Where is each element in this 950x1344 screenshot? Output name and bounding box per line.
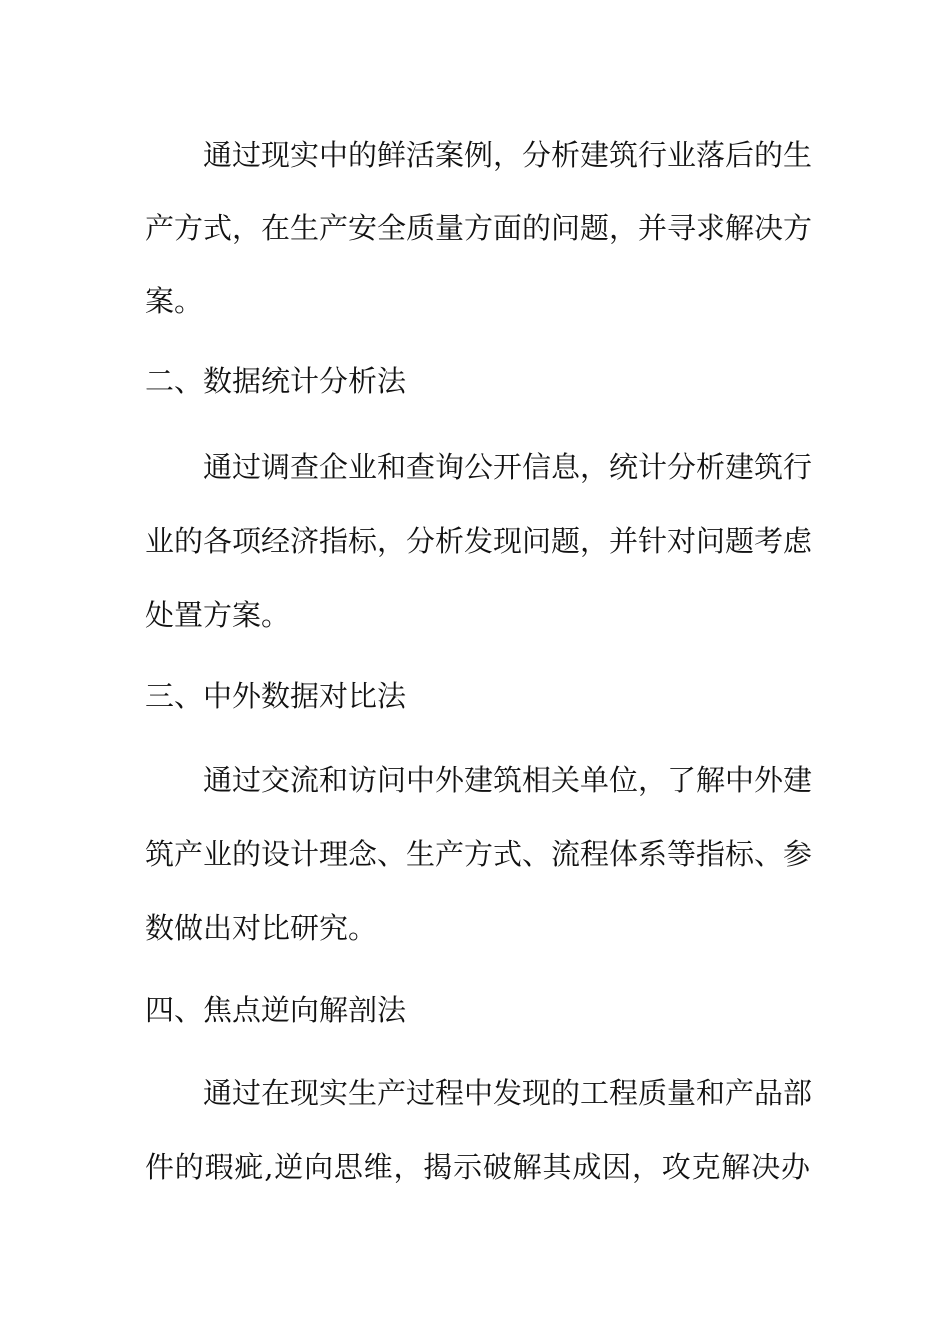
paragraph-4-line-2: 件的瑕疵,逆向思维，揭示破解其成因，攻克解决办 [145, 1150, 810, 1184]
paragraph-1-line-1: 通过现实中的鲜活案例，分析建筑行业落后的生 [203, 138, 813, 172]
section-heading-4: 四、焦点逆向解剖法 [145, 993, 407, 1027]
paragraph-4-line-1: 通过在现实生产过程中发现的工程质量和产品部 [203, 1076, 813, 1110]
paragraph-2-line-1: 通过调查企业和查询公开信息，统计分析建筑行 [203, 450, 813, 484]
section-heading-2: 二、数据统计分析法 [145, 364, 407, 398]
paragraph-1-line-2: 产方式，在生产安全质量方面的问题，并寻求解决方 [145, 211, 813, 245]
paragraph-3-line-1: 通过交流和访问中外建筑相关单位，了解中外建 [203, 763, 813, 797]
paragraph-3-line-2: 筑产业的设计理念、生产方式、流程体系等指标、参 [145, 837, 813, 871]
paragraph-1-line-3: 案。 [145, 284, 204, 318]
paragraph-2-line-3: 处置方案。 [145, 598, 291, 632]
section-heading-3: 三、中外数据对比法 [145, 679, 407, 713]
paragraph-2-line-2: 业的各项经济指标，分析发现问题，并针对问题考虑 [145, 524, 813, 558]
paragraph-3-line-3: 数做出对比研究。 [145, 911, 378, 945]
